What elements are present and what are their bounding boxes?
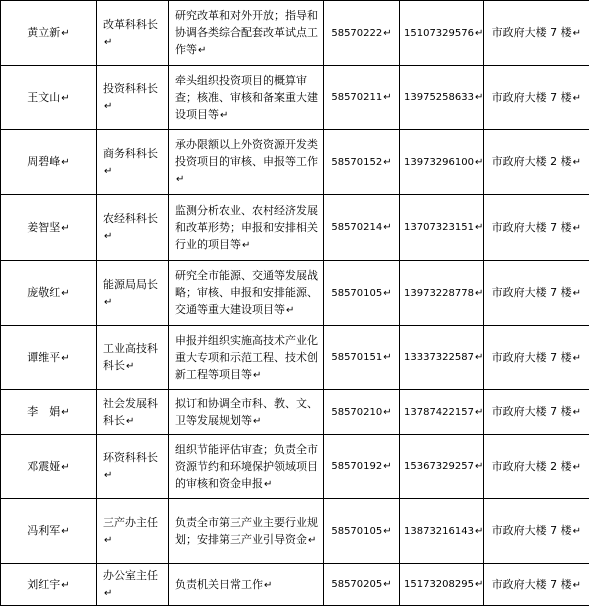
paragraph-mark: ↵ <box>61 223 69 234</box>
mobile-text: 13973296100 <box>404 157 474 168</box>
title-text: 改革科科长 <box>103 18 158 31</box>
duty-cell <box>169 1 324 66</box>
name-cell <box>1 564 97 606</box>
mobile-cell <box>400 564 484 606</box>
office-cell <box>484 499 589 564</box>
duty-text: 承办限额以上外资资源开发类投资项目的审核、申报等工作 <box>175 138 318 168</box>
duty-text: 负责全市第三产业主要行业规划；安排第三产业引导资金 <box>175 516 318 546</box>
title-cell <box>97 66 169 130</box>
phone-cell <box>324 130 400 195</box>
title-text: 投资科科长 <box>103 82 158 95</box>
paragraph-mark: ↵ <box>383 28 391 39</box>
phone-cell <box>324 326 400 390</box>
office-cell <box>484 66 589 130</box>
office-text: 市政府大楼 7 楼 <box>492 578 572 591</box>
mobile-cell <box>400 195 484 261</box>
mobile-cell <box>400 261 484 326</box>
paragraph-mark: ↵ <box>383 157 391 168</box>
paragraph-mark: ↵ <box>573 526 581 537</box>
paragraph-mark: ↵ <box>104 535 112 546</box>
title-text: 三产办主任 <box>103 516 158 529</box>
paragraph-mark: ↵ <box>61 93 69 104</box>
paragraph-mark: ↵ <box>573 157 581 168</box>
phone-cell <box>324 564 400 606</box>
mobile-cell <box>400 435 484 499</box>
phone-text: 58570214 <box>331 222 382 233</box>
name-text: 王文山 <box>27 91 60 104</box>
name-text: 冯利军 <box>27 524 60 537</box>
table-row <box>1 1 589 66</box>
paragraph-mark: ↵ <box>475 352 483 363</box>
duty-text: 研究改革和对外开放；指导和协调各类综合配套改革试点工作等 <box>175 9 318 56</box>
paragraph-mark: ↵ <box>383 92 391 103</box>
duty-text: 监测分析农业、农村经济发展和改革形势；申报和安排相关行业的项目等 <box>175 204 318 251</box>
paragraph-mark: ↵ <box>475 526 483 537</box>
table-row <box>1 130 589 195</box>
title-cell <box>97 261 169 326</box>
name-text: 庞敬红 <box>27 286 60 299</box>
phone-cell <box>324 499 400 564</box>
duty-cell <box>169 499 324 564</box>
paragraph-mark: ↵ <box>573 288 581 299</box>
phone-text: 58570105 <box>331 288 382 299</box>
name-cell <box>1 1 97 66</box>
title-cell <box>97 326 169 390</box>
name-text: 黄立新 <box>27 26 60 39</box>
paragraph-mark: ↵ <box>308 535 316 546</box>
paragraph-mark: ↵ <box>104 101 112 112</box>
mobile-text: 13337322587 <box>404 352 474 363</box>
phone-text: 58570105 <box>331 526 382 537</box>
phone-cell <box>324 1 400 66</box>
name-text: 姜智坚 <box>27 221 60 234</box>
mobile-cell <box>400 130 484 195</box>
paragraph-mark: ↵ <box>176 174 184 185</box>
office-text: 市政府大楼 7 楼 <box>492 405 572 418</box>
duty-cell <box>169 195 324 261</box>
paragraph-mark: ↵ <box>383 352 391 363</box>
office-cell <box>484 195 589 261</box>
mobile-text: 13973228778 <box>404 288 474 299</box>
name-text: 邓震娅 <box>27 460 60 473</box>
duty-text: 研究全市能源、交通等发展战略；审核、申报和安排能源、交通等重大建设项目等 <box>175 269 318 316</box>
mobile-text: 13873216143 <box>404 526 474 537</box>
paragraph-mark: ↵ <box>61 462 69 473</box>
title-cell <box>97 1 169 66</box>
paragraph-mark: ↵ <box>104 231 112 242</box>
duty-cell <box>169 130 324 195</box>
title-cell <box>97 499 169 564</box>
name-cell <box>1 195 97 261</box>
paragraph-mark: ↵ <box>253 416 261 427</box>
title-text: 办公室主任 <box>103 569 158 582</box>
name-text: 刘红宇 <box>27 578 60 591</box>
paragraph-mark: ↵ <box>61 157 69 168</box>
office-cell <box>484 130 589 195</box>
name-cell <box>1 435 97 499</box>
title-cell <box>97 390 169 435</box>
name-cell <box>1 390 97 435</box>
paragraph-mark: ↵ <box>61 580 69 591</box>
office-cell <box>484 435 589 499</box>
office-cell <box>484 261 589 326</box>
title-text: 农经科科长 <box>103 212 158 225</box>
table-row <box>1 499 589 564</box>
paragraph-mark: ↵ <box>475 407 483 418</box>
phone-text: 58570152 <box>331 157 382 168</box>
phone-cell <box>324 390 400 435</box>
phone-cell <box>324 261 400 326</box>
mobile-text: 15107329576 <box>404 28 474 39</box>
paragraph-mark: ↵ <box>264 479 272 490</box>
phone-cell <box>324 66 400 130</box>
title-text: 社会发展科科长 <box>103 397 158 427</box>
phone-text: 58570192 <box>331 461 382 472</box>
office-text: 市政府大楼 2 楼 <box>492 460 572 473</box>
table-row <box>1 326 589 390</box>
paragraph-mark: ↵ <box>286 305 294 316</box>
paragraph-mark: ↵ <box>61 526 69 537</box>
duty-text: 负责机关日常工作 <box>175 578 263 591</box>
table-row <box>1 435 589 499</box>
office-cell <box>484 390 589 435</box>
paragraph-mark: ↵ <box>104 588 112 599</box>
office-text: 市政府大楼 7 楼 <box>492 351 572 364</box>
phone-cell <box>324 195 400 261</box>
phone-cell <box>324 435 400 499</box>
paragraph-mark: ↵ <box>61 353 69 364</box>
paragraph-mark: ↵ <box>573 580 581 591</box>
paragraph-mark: ↵ <box>475 28 483 39</box>
paragraph-mark: ↵ <box>104 37 112 48</box>
duty-cell <box>169 326 324 390</box>
title-text: 能源局局长 <box>103 278 158 291</box>
title-text: 环资科科长 <box>103 451 158 464</box>
paragraph-mark: ↵ <box>573 93 581 104</box>
duty-text: 申报并组织实施高技术产业化重大专项和示范工程、技术创新工程等项目等 <box>175 334 318 381</box>
paragraph-mark: ↵ <box>61 407 69 418</box>
title-cell <box>97 195 169 261</box>
title-text: 商务科科长 <box>103 147 158 160</box>
paragraph-mark: ↵ <box>104 470 112 481</box>
name-cell <box>1 261 97 326</box>
paragraph-mark: ↵ <box>383 407 391 418</box>
table-row <box>1 261 589 326</box>
duty-cell <box>169 66 324 130</box>
paragraph-mark: ↵ <box>104 166 112 177</box>
duty-cell <box>169 435 324 499</box>
phone-text: 58570211 <box>331 92 382 103</box>
duty-text: 牵头组织投资项目的概算审查；核准、审核和备案重大建设项目等 <box>175 74 318 121</box>
table-row <box>1 66 589 130</box>
phone-text: 58570222 <box>331 28 382 39</box>
office-cell <box>484 326 589 390</box>
office-cell <box>484 564 589 606</box>
duty-cell <box>169 261 324 326</box>
paragraph-mark: ↵ <box>573 407 581 418</box>
name-cell <box>1 499 97 564</box>
office-text: 市政府大楼 7 楼 <box>492 524 572 537</box>
mobile-cell <box>400 1 484 66</box>
name-text: 周碧峰 <box>27 155 60 168</box>
mobile-text: 15173208295 <box>404 579 474 590</box>
mobile-text: 15367329257 <box>404 461 474 472</box>
mobile-text: 13787422157 <box>404 407 474 418</box>
title-cell <box>97 435 169 499</box>
paragraph-mark: ↵ <box>475 288 483 299</box>
table-row <box>1 390 589 435</box>
office-text: 市政府大楼 2 楼 <box>492 155 572 168</box>
paragraph-mark: ↵ <box>475 579 483 590</box>
name-text: 李 娟 <box>27 405 60 418</box>
paragraph-mark: ↵ <box>383 222 391 233</box>
paragraph-mark: ↵ <box>61 28 69 39</box>
paragraph-mark: ↵ <box>475 157 483 168</box>
paragraph-mark: ↵ <box>475 92 483 103</box>
office-text: 市政府大楼 7 楼 <box>492 91 572 104</box>
paragraph-mark: ↵ <box>573 223 581 234</box>
mobile-text: 13975258633 <box>404 92 474 103</box>
name-cell <box>1 66 97 130</box>
duty-cell <box>169 564 324 606</box>
paragraph-mark: ↵ <box>253 370 261 381</box>
paragraph-mark: ↵ <box>383 461 391 472</box>
paragraph-mark: ↵ <box>126 416 134 427</box>
paragraph-mark: ↵ <box>383 288 391 299</box>
office-text: 市政府大楼 7 楼 <box>492 221 572 234</box>
phone-text: 58570151 <box>331 352 382 363</box>
paragraph-mark: ↵ <box>573 28 581 39</box>
mobile-cell <box>400 499 484 564</box>
duty-cell <box>169 390 324 435</box>
contact-table-body <box>1 1 589 606</box>
title-cell <box>97 130 169 195</box>
paragraph-mark: ↵ <box>198 45 206 56</box>
name-text: 谭维平 <box>27 351 60 364</box>
office-text: 市政府大楼 7 楼 <box>492 286 572 299</box>
paragraph-mark: ↵ <box>383 526 391 537</box>
paragraph-mark: ↵ <box>61 288 69 299</box>
name-cell <box>1 130 97 195</box>
mobile-cell <box>400 326 484 390</box>
paragraph-mark: ↵ <box>573 462 581 473</box>
paragraph-mark: ↵ <box>573 353 581 364</box>
mobile-cell <box>400 390 484 435</box>
table-row <box>1 564 589 606</box>
phone-text: 58570210 <box>331 407 382 418</box>
office-text: 市政府大楼 7 楼 <box>492 26 572 39</box>
paragraph-mark: ↵ <box>383 579 391 590</box>
paragraph-mark: ↵ <box>220 110 228 121</box>
duty-text: 组织节能评估审查；负责全市资源节约和环境保护领域项目的审核和资金申报 <box>175 443 318 490</box>
name-cell <box>1 326 97 390</box>
phone-text: 58570205 <box>331 579 382 590</box>
mobile-cell <box>400 66 484 130</box>
paragraph-mark: ↵ <box>104 297 112 308</box>
title-cell <box>97 564 169 606</box>
office-cell <box>484 1 589 66</box>
title-text: 工业高技科科长 <box>103 342 158 372</box>
mobile-text: 13707323151 <box>404 222 474 233</box>
paragraph-mark: ↵ <box>264 580 272 591</box>
table-row <box>1 195 589 261</box>
paragraph-mark: ↵ <box>242 240 250 251</box>
paragraph-mark: ↵ <box>475 222 483 233</box>
duty-text: 拟订和协调全市科、教、文、卫等发展规划等 <box>175 397 318 427</box>
paragraph-mark: ↵ <box>475 461 483 472</box>
paragraph-mark: ↵ <box>126 361 134 372</box>
